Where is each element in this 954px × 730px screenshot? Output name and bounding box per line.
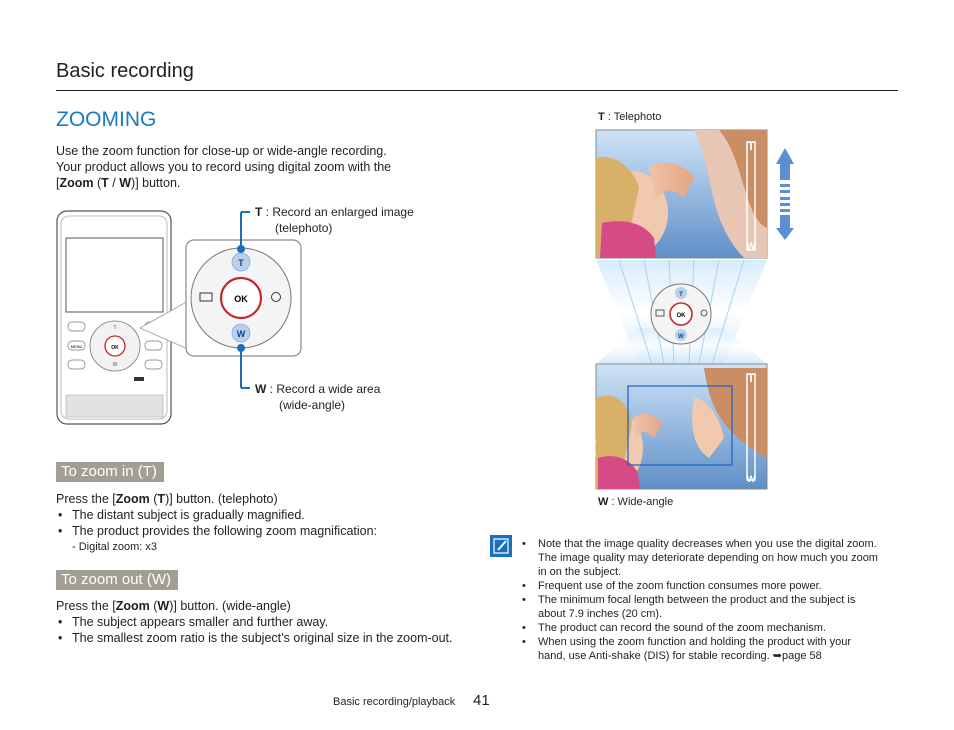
w-callout-label: W : Record a wide area	[255, 382, 381, 396]
header-rule	[56, 90, 898, 91]
ok-button-label: OK	[234, 294, 248, 304]
note-item: • When using the zoom function and holding the product with your hand, use Anti-shake (DIS) for stable recording. ➥page 58	[520, 635, 880, 663]
t-callout-label-2: (telephoto)	[275, 221, 333, 235]
zoom-out-press: Press the [Zoom (W)] button. (wide-angle)	[56, 599, 291, 613]
digital-zoom-note: - Digital zoom: x3	[72, 541, 157, 553]
svg-text:OK: OK	[676, 313, 686, 319]
page-heading: ZOOMING	[56, 108, 157, 131]
list-item: • The distant subject is gradually magnified.	[56, 507, 476, 523]
note-item: • The product can record the sound of the zoom mechanism.	[520, 621, 880, 635]
zoom-out-heading: To zoom out (W)	[56, 570, 178, 590]
zoom-in-press: Press the [Zoom (T)] button. (telephoto)	[56, 492, 278, 506]
note-item: • Note that the image quality decreases when you use the digital zoom. The image quality may deteriorate depending on how much you zoom in on the subject.	[520, 537, 880, 579]
page-number: 41	[473, 692, 490, 709]
list-item: • The subject appears smaller and further away.	[56, 614, 466, 630]
svg-text:T: T	[113, 325, 117, 331]
menu-button-label: MENU	[70, 344, 83, 349]
wide-angle-label: W : Wide-angle	[598, 496, 674, 508]
zoom-out-body	[56, 598, 466, 646]
svg-text:W: W	[678, 334, 684, 340]
list-item: • The smallest zoom ratio is the subject’s original size in the zoom-out.	[56, 630, 466, 646]
list-item: • The product provides the following zoom magnification:	[56, 523, 476, 539]
zoom-in-heading: To zoom in (T)	[56, 462, 164, 482]
svg-text:T: T	[679, 292, 683, 298]
bar-t-label: T	[747, 139, 755, 153]
svg-text:W: W	[112, 362, 118, 368]
notes-list	[520, 537, 880, 663]
note-item: • The minimum focal length between the product and the subject is about 7.9 inches (20 cm).	[520, 593, 880, 621]
zoom-in-body	[56, 491, 476, 555]
intro-paragraph	[56, 143, 436, 191]
w-callout-label-2: (wide-angle)	[279, 398, 346, 412]
bar-w-label: W	[746, 241, 756, 251]
intro-line: Use the zoom function for close-up or wide-angle recording.	[56, 144, 387, 158]
zoom-illustration	[594, 128, 804, 498]
section-title: Basic recording	[56, 60, 194, 82]
t-button-label: T	[238, 258, 244, 268]
note-pencil-icon	[490, 535, 512, 557]
note-item: • Frequent use of the zoom function consumes more power.	[520, 579, 880, 593]
svg-text:T: T	[747, 371, 755, 385]
intro-line: Your product allows you to record using digital zoom with the	[56, 160, 392, 174]
intro-line: [Zoom (T / W)] button.	[56, 176, 181, 190]
zoom-label: Zoom	[59, 176, 94, 190]
svg-text:OK: OK	[111, 345, 119, 351]
telephoto-label: T : Telephoto	[598, 111, 662, 123]
t-callout-label: T : Record an enlarged image	[255, 205, 414, 219]
svg-text:W: W	[746, 474, 756, 484]
w-button-label: W	[236, 329, 246, 339]
footer-text: Basic recording/playback	[333, 696, 456, 708]
